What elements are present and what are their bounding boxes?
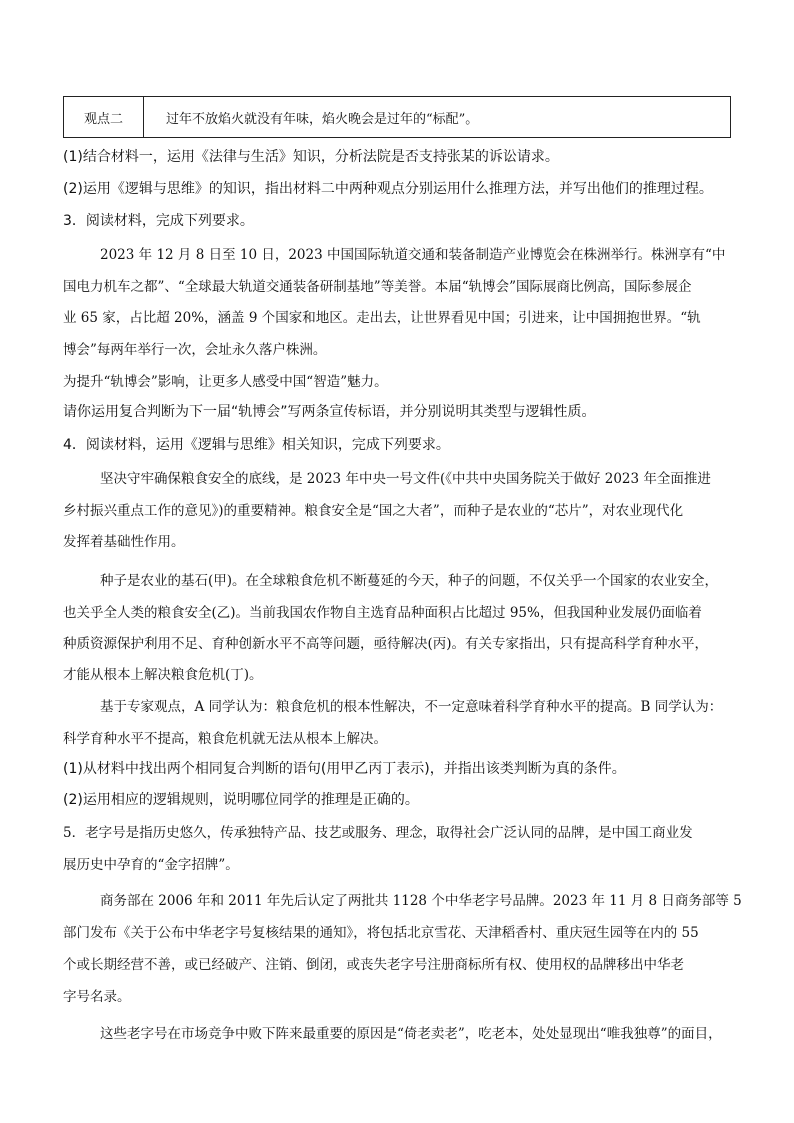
q5-p1-line1: 5．老字号是指历史悠久，传承独特产品、技艺或服务、理念，取得社会广泛认同的品牌，是中国工商业发: [63, 825, 693, 841]
q5-p2-line3: 个或长期经营不善，或已经破产、注销、倒闭，或丧失老字号注册商标所有权、使用权的品牌移出中华老: [63, 957, 684, 973]
q5-p2-line2: 部门发布《关于公布中华老字号复核结果的通知》，将包括北京雪花、天津稻香村、重庆冠生园等在内的 55: [63, 925, 699, 941]
q3-task: 请你运用复合判断为下一届“轨博会”写两条宣传标语，并分别说明其类型与逻辑性质。: [63, 404, 596, 420]
q4-p1-line2: 乡村振兴重点工作的意见》)的重要精神。粮食安全是“国之大者”，而种子是农业的“芯片”，对农业现代化: [63, 503, 684, 519]
viewpoint-table: [63, 96, 731, 138]
q3-p1-line4: 博会”每两年举行一次，会址永久落户株洲。: [63, 342, 327, 358]
q3-p1-line2: 国电力机车之都”、“全球最大轨道交通装备研制基地”等美誉。本届“轨博会”国际展商比例高，国际参展企: [63, 279, 692, 295]
q3-p2: 为提升“轨博会”影响，让更多人感受中国“智造”魅力。: [63, 374, 388, 390]
q5-p2-line4: 字号名录。: [63, 989, 131, 1005]
viewpoint-label: 观点二: [64, 97, 144, 137]
q4-p2-line1: 种子是农业的基石(甲)。在全球粮食危机不断蔓延的今天，种子的问题，不仅关乎一个国家的农业安全，: [100, 573, 719, 589]
q3-title: 3．阅读材料，完成下列要求。: [63, 213, 254, 229]
viewpoint-content: 过年不放焰火就没有年味，焰火晚会是过年的“标配”。: [166, 111, 479, 127]
q4-p1-line1: 坚决守牢确保粮食安全的底线，是 2023 年中央一号文件(《中共中央国务院关于做好 2023 年全面推进: [100, 471, 711, 487]
q2-sub1: (1)结合材料一，运用《法律与生活》知识，分析法院是否支持张某的诉讼请求。: [63, 149, 559, 165]
q4-p2-line3: 种质资源保护利用不足、育种创新水平不高等问题，亟待解决(丙)。有关专家指出，只有提高科学育种水平，: [63, 636, 709, 652]
q4-p3-line1: 基于专家观点，A 同学认为：粮食危机的根本性解决，不一定意味着科学育种水平的提高。B 同学认为：: [100, 699, 723, 715]
q4-sub2: (2)运用相应的逻辑规则，说明哪位同学的推理是正确的。: [63, 792, 419, 808]
q4-p1-line3: 发挥着基础性作用。: [63, 534, 185, 550]
q5-p2-line1: 商务部在 2006 年和 2011 年先后认定了两批共 1128 个中华老字号品牌。2023 年 11 月 8 日商务部等 5: [100, 893, 742, 909]
q3-p1-line3: 业 65 家，占比超 20%，涵盖 9 个国家和地区。走出去，让世界看见中国；引进来，让中国拥抱世界。“轨: [63, 310, 701, 326]
q4-p2-line4: 才能从根本上解决粮食危机(丁)。: [63, 667, 263, 683]
q4-title: 4．阅读材料，运用《逻辑与思维》相关知识，完成下列要求。: [63, 437, 450, 453]
q5-p3-line1: 这些老字号在市场竞争中败下阵来最重要的原因是“倚老卖老”，吃老本，处处显现出“唯我独尊”的面目，: [100, 1026, 722, 1042]
q4-p2-line2: 也关乎全人类的粮食安全(乙)。当前我国农作物自主选育品种面积占比超过 95%，但我国种业发展仍面临着: [63, 605, 702, 621]
q4-sub1: (1)从材料中找出两个相同复合判断的语句(用甲乙丙丁表示)，并指出该类判断为真的条件。: [63, 761, 626, 777]
q2-sub2: (2)运用《逻辑与思维》的知识，指出材料二中两种观点分别运用什么推理方法，并写出他们的推理过程。: [63, 181, 713, 197]
q3-p1-line1: 2023 年 12 月 8 日至 10 日，2023 中国国际轨道交通和装备制造产业博览会在株洲举行。株洲享有“中: [100, 247, 726, 263]
q5-p1-line2: 展历史中孕育的“金字招牌”。: [63, 857, 239, 873]
q4-p3-line2: 科学育种水平不提高，粮食危机就无法从根本上解决。: [63, 731, 387, 747]
